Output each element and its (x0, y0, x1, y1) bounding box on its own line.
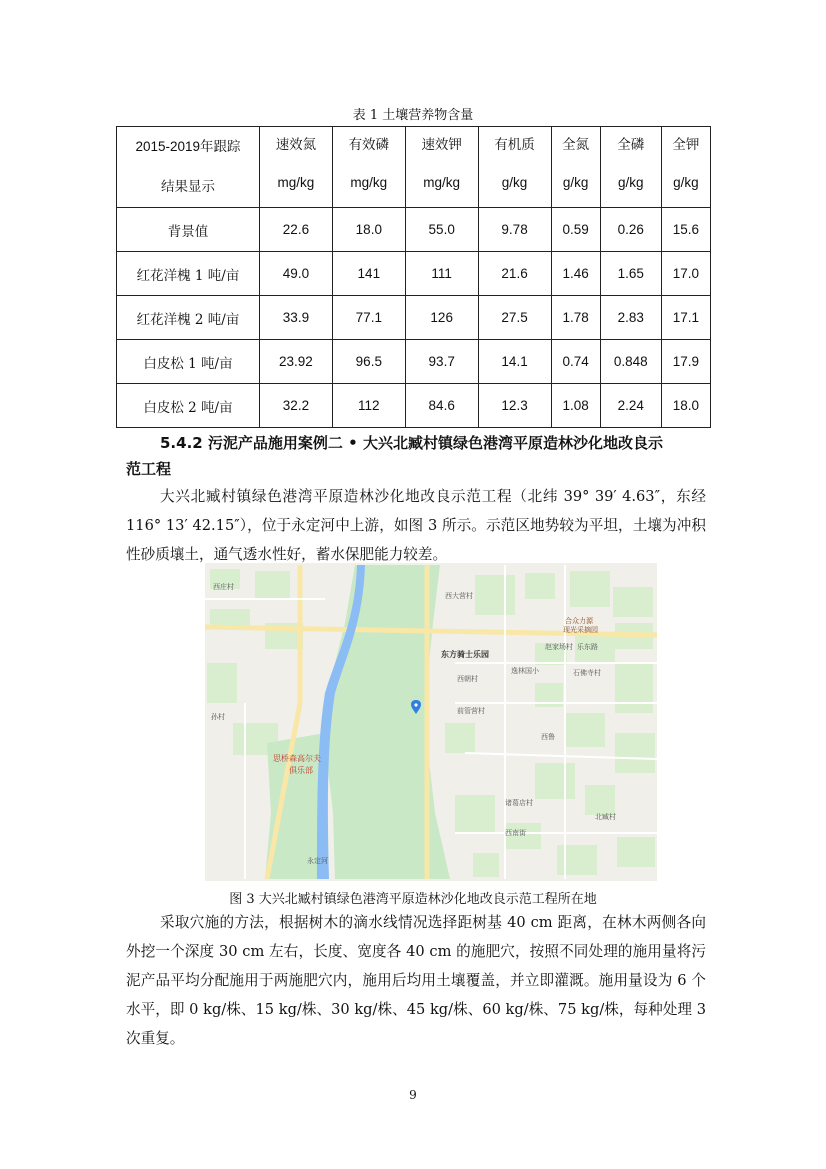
table-row (117, 340, 711, 384)
map-label-golf-2: 俱乐部 (289, 766, 313, 775)
header-col-4: 有机质 g/kg (478, 127, 551, 208)
row-label: 背景值 (117, 208, 260, 252)
map-label-hehe-2: 现光采摘园 (563, 626, 598, 634)
table-cell: 33.9 (260, 296, 333, 340)
map-label-s3: 孙村 (211, 713, 225, 721)
map-label-xihe: 西朝村 (457, 675, 478, 683)
row-label: 红花洋槐 2 吨/亩 (117, 296, 260, 340)
section-heading (126, 430, 706, 482)
row-label: 白皮松 1 吨/亩 (117, 340, 260, 384)
table-cell: 17.1 (661, 296, 710, 340)
location-map (205, 563, 657, 881)
map-label-golf-1: 思桥森高尔夫 (273, 754, 321, 763)
map-label-xida: 西大营村 (445, 592, 473, 600)
table-cell: 0.848 (600, 340, 661, 384)
table-cell: 1.46 (551, 252, 600, 296)
map-label-xinan: 西南街 (505, 829, 526, 837)
table-cell: 27.5 (478, 296, 551, 340)
table-cell: 12.3 (478, 384, 551, 428)
header-years: 2015-2019 (135, 139, 201, 154)
map-label-s1: 西庄村 (213, 583, 234, 591)
table-row (117, 208, 711, 252)
map-label-s5: 西鲁 (541, 733, 555, 741)
table-cell: 1.78 (551, 296, 600, 340)
table-row (117, 296, 711, 340)
table-cell: 84.6 (405, 384, 478, 428)
table-cell: 17.0 (661, 252, 710, 296)
table-cell: 9.78 (478, 208, 551, 252)
section-heading-line2: 范工程 (126, 460, 172, 478)
map-label-s6: 乐东路 (577, 643, 598, 651)
table-cell: 49.0 (260, 252, 333, 296)
table-cell: 2.24 (600, 384, 661, 428)
table-cell: 1.08 (551, 384, 600, 428)
header-col-2: 有效磷 mg/kg (332, 127, 405, 208)
map-label-east-knight: 东方骑士乐园 (441, 650, 489, 659)
table-cell: 93.7 (405, 340, 478, 384)
map-label-fengjia: 赵家场村 (545, 643, 573, 651)
map-label-zhuge: 诸葛店村 (505, 799, 533, 807)
table-cell: 32.2 (260, 384, 333, 428)
header-first-cell (117, 127, 260, 208)
figure-caption: 图 3 大兴北臧村镇绿色港湾平原造林沙化地改良示范工程所在地 (229, 892, 597, 907)
table-cell: 126 (405, 296, 478, 340)
table-cell: 55.0 (405, 208, 478, 252)
map-label-hehe-1: 合众力源 (565, 617, 593, 625)
table-cell: 18.0 (661, 384, 710, 428)
section-heading-line1: 5.4.2 污泥产品施用案例二 • 大兴北臧村镇绿色港湾平原造林沙化地改良示 (160, 434, 663, 452)
page-number: 9 (409, 1088, 417, 1102)
row-label: 白皮松 2 吨/亩 (117, 384, 260, 428)
table-cell: 111 (405, 252, 478, 296)
header-col-1: 速效氮 mg/kg (260, 127, 333, 208)
table-cell: 21.6 (478, 252, 551, 296)
map-label-shili: 石佛寺村 (573, 669, 601, 677)
table-cell: 0.26 (600, 208, 661, 252)
paragraph-method: 采取穴施的方法，根据树木的滴水线情况选择距树基 40 cm 距离，在林木两侧各向外挖一个深度 30 cm 左右，长度、宽度各 40 cm 的施肥穴，按照不同处理的施用量将污泥产品平均分配施用于两施肥穴内，施用后均用土壤覆盖，并立即灌溉。施用量设为 6 个水平，即 0 kg/株、15 kg/株、30 kg/株、45 kg/株、60 kg/株、75 kg/株，每种处理 3 次重复。 (126, 914, 706, 1047)
header-col-5: 全氮 g/kg (551, 127, 600, 208)
header-tracking: 年跟踪 (200, 139, 241, 155)
table-row (117, 384, 711, 428)
map-label-yongding: 永定河 (307, 857, 328, 865)
table-row (117, 252, 711, 296)
table-cell: 18.0 (332, 208, 405, 252)
header-col-7: 全钾 g/kg (661, 127, 710, 208)
table-cell: 23.92 (260, 340, 333, 384)
table-cell: 2.83 (600, 296, 661, 340)
header-col-3: 速效钾 mg/kg (405, 127, 478, 208)
table-cell: 0.59 (551, 208, 600, 252)
table-cell: 15.6 (661, 208, 710, 252)
paragraph-location: 大兴北臧村镇绿色港湾平原造林沙化地改良示范工程（北纬 39° 39′ 4.63″，东经 116° 13′ 42.15″），位于永定河中上游，如图 3 所示。示范区地势较为平坦，土壤为冲积性砂质壤土，通气透水性好，蓄水保肥能力较差。 (126, 488, 706, 563)
table-cell: 77.1 (332, 296, 405, 340)
table-cell: 22.6 (260, 208, 333, 252)
table-cell: 17.9 (661, 340, 710, 384)
row-label: 红花洋槐 1 吨/亩 (117, 252, 260, 296)
table-header-row (117, 127, 711, 208)
table-cell: 14.1 (478, 340, 551, 384)
table-cell: 1.65 (600, 252, 661, 296)
table-cell: 112 (332, 384, 405, 428)
header-col-6: 全磷 g/kg (600, 127, 661, 208)
header-result: 结果显示 (161, 179, 215, 195)
soil-nutrient-table (116, 126, 711, 428)
map-label-qianguan: 前管营村 (457, 707, 485, 715)
table-caption: 表 1 土壤营养物含量 (352, 108, 474, 123)
table-cell: 0.74 (551, 340, 600, 384)
map-label-beizang: 北臧村 (595, 813, 616, 821)
table-cell: 96.5 (332, 340, 405, 384)
map-label-school: 逸林国小 (511, 667, 539, 675)
table-cell: 141 (332, 252, 405, 296)
